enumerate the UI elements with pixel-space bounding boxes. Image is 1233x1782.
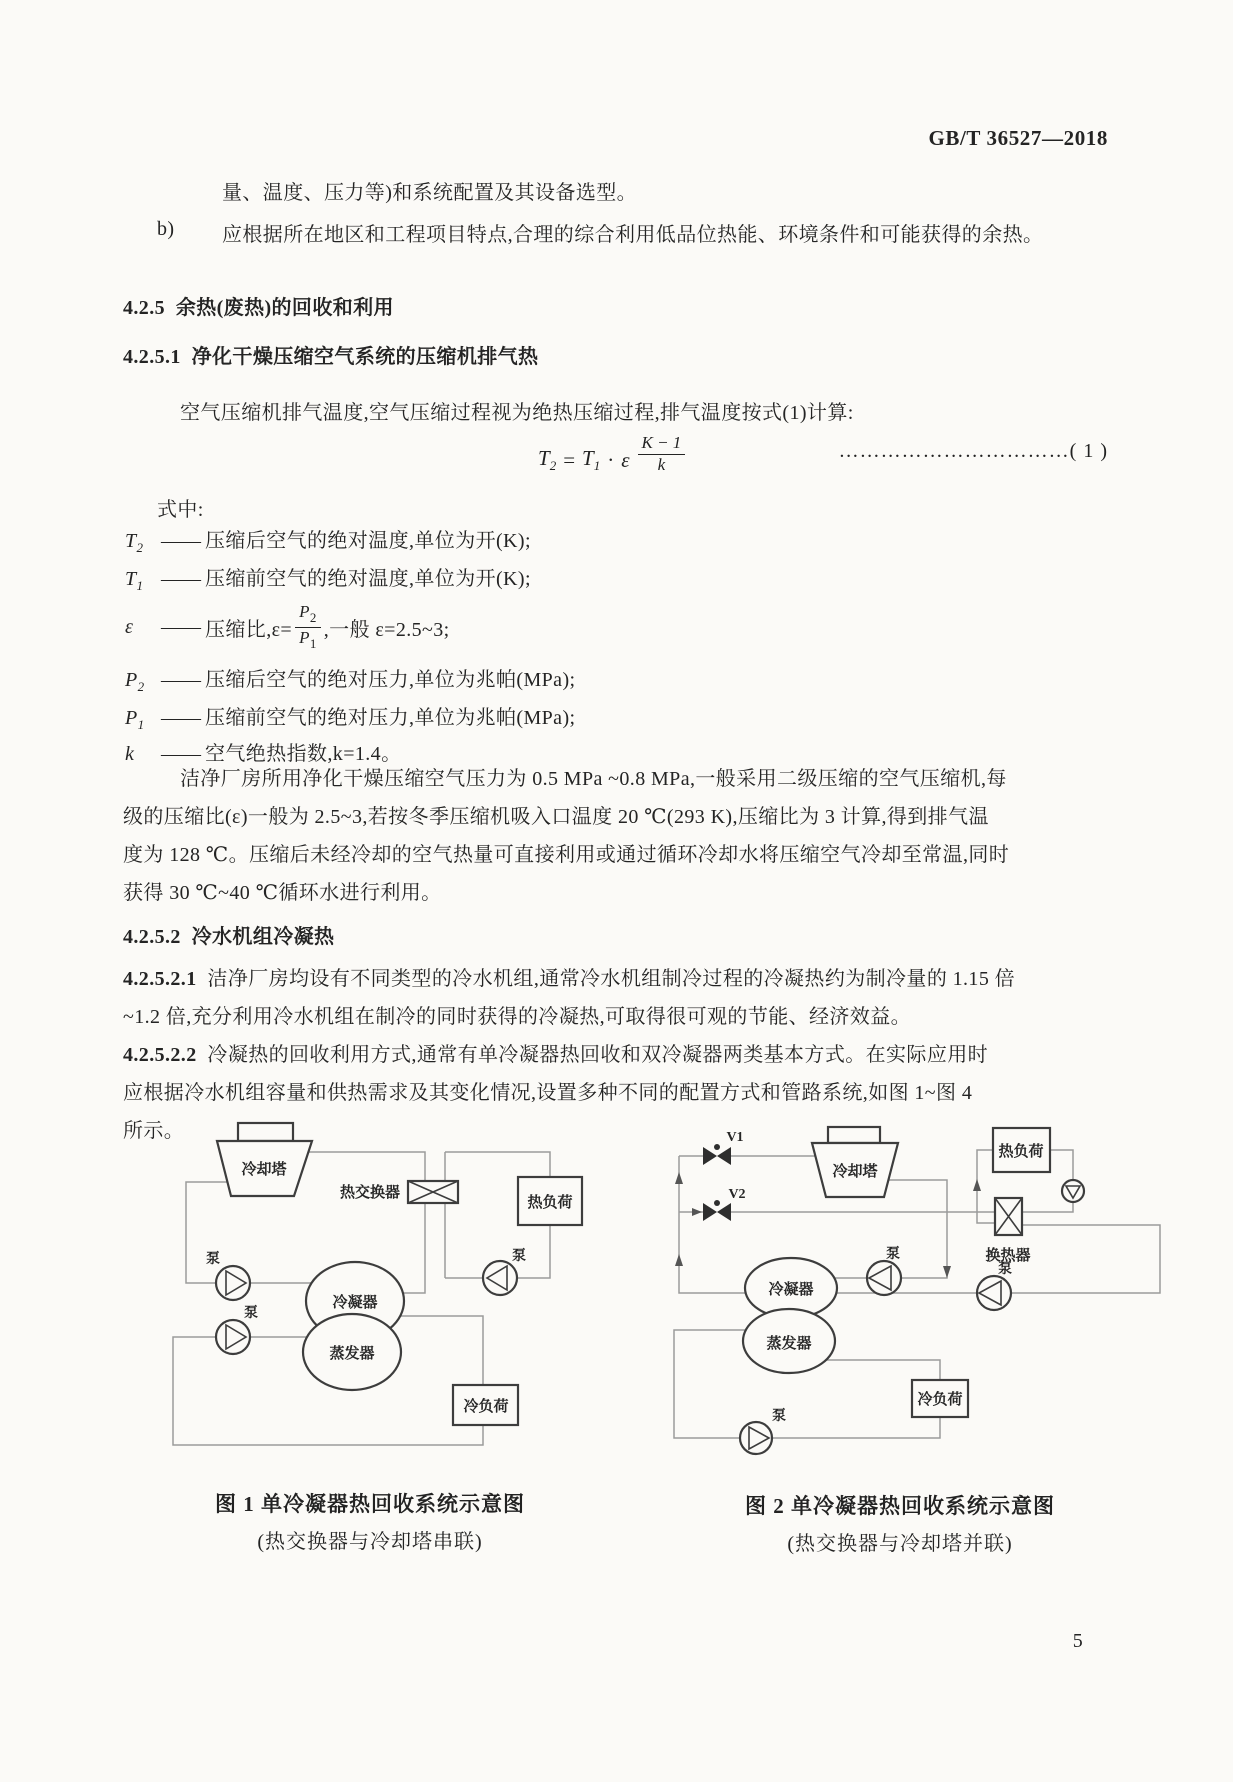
exponent-fraction <box>638 434 686 474</box>
valve-v2-icon <box>717 1203 731 1221</box>
def-text-prefix: 压缩比,ε= <box>205 618 293 641</box>
dot-leader: …………………………… <box>838 440 1070 462</box>
flow-arrow-up <box>973 1179 981 1191</box>
section-number: 4.2.5 <box>123 297 165 319</box>
figure1-subcaption: (热交换器与冷却塔串联) <box>257 1531 483 1553</box>
page-number: 5 <box>1072 1630 1084 1652</box>
paragraph-line: 所示。 <box>123 1120 185 1142</box>
heat-exchanger-label: 热交换器 <box>339 1185 401 1201</box>
valve-v1-icon <box>717 1147 731 1165</box>
pipe <box>186 1182 227 1283</box>
condenser-label: 冷凝器 <box>332 1295 378 1311</box>
paragraph-line <box>123 962 1015 991</box>
pump-label: 泵 <box>886 1247 900 1262</box>
valve-stem <box>714 1144 720 1150</box>
pump-label: 泵 <box>998 1262 1012 1277</box>
pipe <box>889 1180 947 1278</box>
def-text: 压缩前空气的绝对压力,单位为兆帕(MPa); <box>205 707 576 729</box>
def-dash: —— <box>161 530 201 552</box>
flow-arrow-down <box>943 1266 951 1278</box>
epsilon: ε <box>621 447 630 472</box>
section-number: 4.2.5.2.1 <box>123 968 197 990</box>
pressure-ratio-fraction <box>295 603 321 651</box>
definition-row <box>125 524 531 556</box>
section-title: 净化干燥压缩空气系统的压缩机排气热 <box>191 346 539 368</box>
pipe <box>308 1152 425 1181</box>
equation-dots-and-number <box>839 440 1108 463</box>
def-dash: —— <box>161 743 201 765</box>
pump-label: 泵 <box>772 1409 786 1424</box>
def-text: 空气绝热指数,k=1.4。 <box>205 743 402 765</box>
heat-exchanger-label: 换热器 <box>985 1248 1031 1264</box>
pump-icon <box>977 1276 1011 1310</box>
cooling-tower-label: 冷却塔 <box>241 1162 287 1178</box>
figure2-equipment <box>703 1127 1084 1454</box>
def-text-suffix: ,一般 ε=2.5~3; <box>323 618 450 641</box>
fraction-numerator: $P_2$ <box>295 603 321 627</box>
cooling-tower-top <box>238 1123 293 1141</box>
pipe <box>674 1330 746 1438</box>
def-symbol: $P_1$ <box>125 707 145 732</box>
pump-label: 泵 <box>206 1252 220 1267</box>
figure1-diagram <box>150 1090 590 1490</box>
paragraph-line: 洁净厂房所用净化干燥压缩空气压力为 0.5 MPa ~0.8 MPa,一般采用二级压缩的空气压缩机,每 <box>180 768 1007 790</box>
pump-label: 泵 <box>244 1306 258 1321</box>
def-dash: —— <box>161 568 201 590</box>
flow-arrow-right <box>692 1208 702 1216</box>
var-t1: $T_1$ <box>582 446 601 474</box>
pipe <box>679 1156 746 1293</box>
definition-row-epsilon <box>125 598 450 656</box>
section-title: 余热(废热)的回收和利用 <box>175 297 394 319</box>
def-symbol: $P_2$ <box>125 669 145 694</box>
paragraph-line: 级的压缩比(ε)一般为 2.5~3,若按冬季压缩机吸入口温度 20 ℃(293 K),压缩比为 3 计算,得到排气温 <box>123 806 989 828</box>
def-symbol: k <box>125 743 135 765</box>
heat-load-label: 热负荷 <box>527 1195 573 1211</box>
flow-arrow-up <box>675 1172 683 1184</box>
section-heading-4251 <box>123 340 538 369</box>
valve-v1-icon <box>703 1147 717 1165</box>
fraction-denominator: k <box>657 454 666 474</box>
pipe <box>772 1417 940 1438</box>
pump-icon <box>740 1422 772 1454</box>
paragraph-text: 冷凝热的回收利用方式,通常有单冷凝器热回收和双冷凝器两类基本方式。在实际应用时 <box>207 1044 989 1066</box>
def-dash: —— <box>161 615 201 638</box>
item-b-text: 应根据所在地区和工程项目特点,合理的综合利用低品位热能、环境条件和可能获得的余热。 <box>222 224 1044 246</box>
valve-stem <box>714 1200 720 1206</box>
valve-v2-label: V2 <box>728 1187 746 1202</box>
section-heading-4252 <box>123 920 334 949</box>
def-dash: —— <box>161 669 201 691</box>
figure2-subcaption: (热交换器与冷却塔并联) <box>787 1533 1013 1555</box>
paragraph-line: ~1.2 倍,充分利用冷水机组在制冷的同时获得的冷凝热,可取得很可观的节能、经济效益。 <box>123 1006 912 1028</box>
equation-expression <box>538 433 685 480</box>
def-text: 压缩前空气的绝对温度,单位为开(K); <box>205 568 531 590</box>
figure1-caption: 图 1 单冷凝器热回收系统示意图 <box>215 1492 525 1516</box>
section-number: 4.2.5.2.2 <box>123 1044 197 1066</box>
section-title: 冷水机组冷凝热 <box>191 926 335 948</box>
standard-number: GB/T 36527—2018 <box>928 126 1108 150</box>
where-label: 式中: <box>157 499 204 521</box>
pipe <box>445 1152 550 1177</box>
cooling-load-label: 冷负荷 <box>463 1399 509 1415</box>
cooling-tower-top <box>828 1127 880 1143</box>
paragraph-line: 度为 128 ℃。压缩后未经冷却的空气热量可直接利用或通过循环冷却水将压缩空气冷却至常温,同时 <box>123 844 1010 866</box>
equation-1 <box>123 428 1108 494</box>
cooling-tower-label: 冷却塔 <box>832 1164 878 1180</box>
def-symbol: ε <box>125 615 134 638</box>
fraction-numerator: K − 1 <box>638 434 686 455</box>
def-dash: —— <box>161 707 201 729</box>
paragraph-line <box>123 1038 988 1067</box>
pipe <box>1011 1225 1160 1293</box>
formula-intro: 空气压缩机排气温度,空气压缩过程视为绝热压缩过程,排气温度按式(1)计算: <box>180 402 854 424</box>
paragraph-line: 应根据冷水机组容量和供热需求及其变化情况,设置多种不同的配置方式和管路系统,如图 1~图 4 <box>123 1082 973 1104</box>
section-number: 4.2.5.2 <box>123 926 181 948</box>
section-heading-425 <box>123 291 394 320</box>
equals-sign: = <box>563 447 576 472</box>
fraction-denominator: $P_1$ <box>299 627 317 651</box>
section-number: 4.2.5.1 <box>123 346 181 368</box>
definition-row <box>125 701 575 733</box>
definition-row <box>125 562 531 594</box>
valve-v1-label: V1 <box>726 1130 744 1145</box>
def-text: 压缩后空气的绝对温度,单位为开(K); <box>205 530 531 552</box>
cooling-load-label: 冷负荷 <box>917 1392 963 1408</box>
flow-arrow-up <box>675 1254 683 1266</box>
paragraph-text: 洁净厂房均设有不同类型的冷水机组,通常冷水机组制冷过程的冷凝热约为制冷量的 1.15 倍 <box>207 968 1016 990</box>
def-symbol: $T_1$ <box>125 568 144 593</box>
var-t2: $T_2$ <box>538 446 557 474</box>
pipe <box>826 1360 940 1380</box>
equation-number: ( 1 ) <box>1069 440 1108 462</box>
figure2-caption: 图 2 单冷凝器热回收系统示意图 <box>745 1494 1055 1518</box>
evaporator-label: 蒸发器 <box>329 1346 375 1362</box>
def-text: 压缩后空气的绝对压力,单位为兆帕(MPa); <box>205 669 576 691</box>
evaporator-label: 蒸发器 <box>766 1336 812 1352</box>
def-symbol: $T_2$ <box>125 530 144 555</box>
valve-v2-icon <box>703 1203 717 1221</box>
item-b-label: b) <box>157 218 175 240</box>
figure2-diagram <box>600 1090 1180 1490</box>
paragraph-line: 获得 30 ℃~40 ℃循环水进行利用。 <box>123 882 442 904</box>
pipe <box>403 1203 425 1293</box>
multiply-dot: · <box>607 447 615 472</box>
heat-load-label: 热负荷 <box>998 1144 1044 1160</box>
pump-icon <box>867 1261 901 1295</box>
pump-label: 泵 <box>512 1249 526 1264</box>
intro-carryover-line: 量、温度、压力等)和系统配置及其设备选型。 <box>222 182 638 204</box>
definition-row <box>125 663 575 695</box>
condenser-label: 冷凝器 <box>768 1282 814 1298</box>
